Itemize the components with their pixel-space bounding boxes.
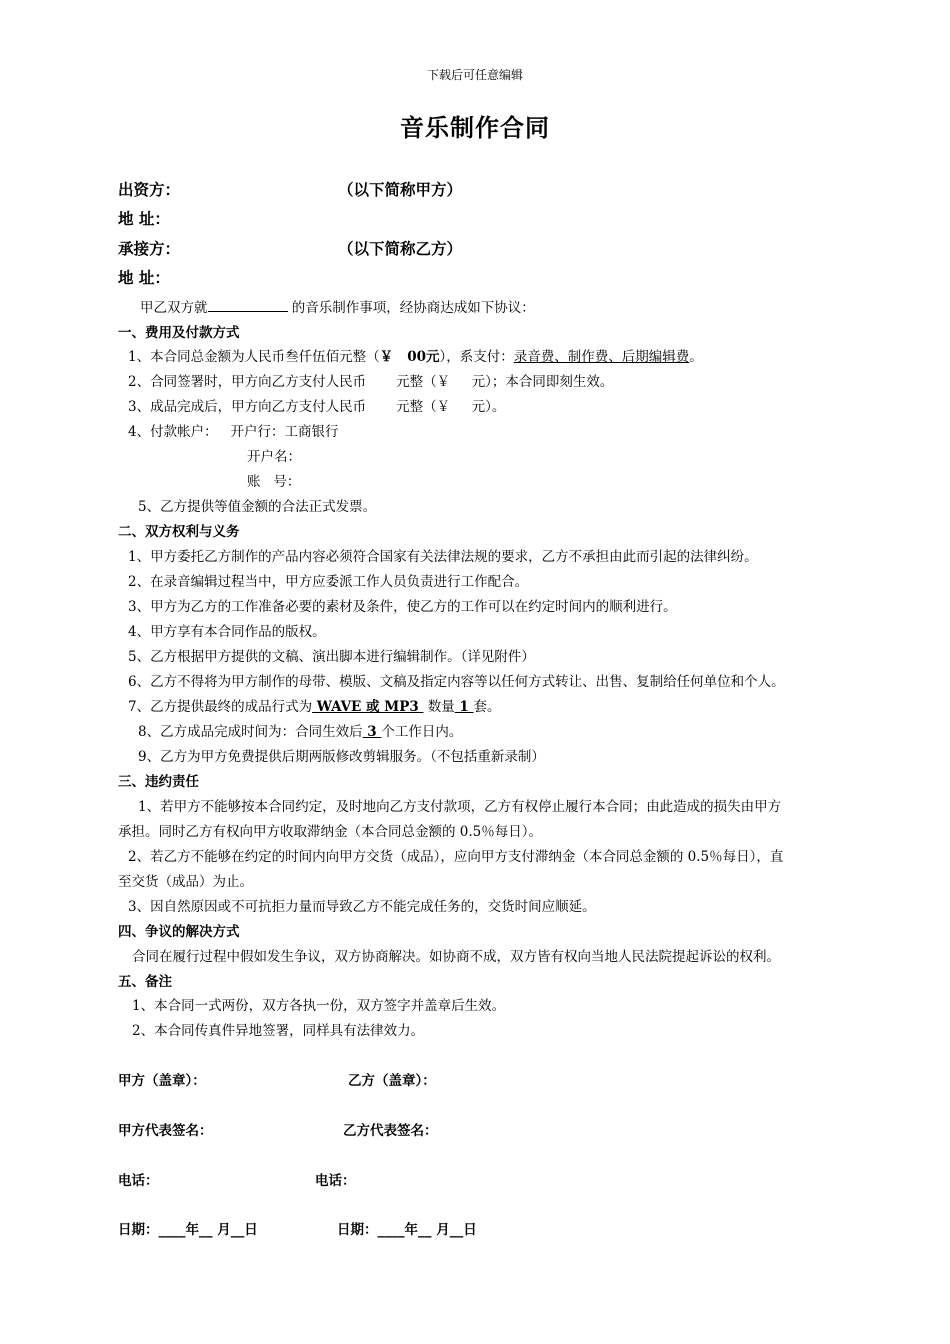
s2-item-8: [138, 720, 462, 740]
s2-item-8-text: 8、乙方成品完成时间为：合同生效后: [138, 724, 363, 740]
s2-item-6: 6、乙方不得将为甲方制作的母带、模版、文稿及指定内容等以任何方式转让、出售、复制给任何单位和个人。: [128, 674, 785, 690]
section-4-title: 四、争议的解决方式: [118, 924, 240, 940]
s2-item-7-format: WAVE 或 MP3: [312, 699, 424, 715]
section-3-title: 三、违约责任: [118, 774, 199, 790]
intro-line: [140, 296, 535, 316]
s2-item-4: 4、甲方享有本合同作品的版权。: [128, 624, 326, 640]
party-b-phone: 电话：: [315, 1173, 356, 1189]
section-1-title: 一、费用及付款方式: [118, 325, 240, 341]
party-a-date: 日期：____年__ 月__日: [118, 1222, 258, 1238]
s3-item-1-line-2: 承担。同时乙方有权向甲方收取滞纳金（本合同总金额的 0.5％每日）。: [118, 824, 543, 840]
party-a-representative: 甲方代表签名：: [118, 1123, 213, 1139]
s2-item-7-qty: 1: [454, 699, 474, 715]
s2-item-5: 5、乙方根据甲方提供的文稿、演出脚本进行编辑制作。（详见附件）: [128, 649, 535, 665]
s2-item-7-text: 7、乙方提供最终的成品行式为: [128, 699, 313, 715]
s5-item-2: 2、本合同传真件异地签署，同样具有法律效力。: [132, 1023, 425, 1039]
page-header: 下载后可任意编辑: [426, 68, 523, 82]
s1-account-number: 账 号：: [247, 474, 301, 490]
section-2-title: 二、双方权利与义务: [118, 524, 240, 540]
party-b-seal: 乙方（盖章）：: [348, 1073, 436, 1089]
s3-item-2-line-2: 至交货（成品）为止。: [118, 874, 253, 890]
party-a-phone: 电话：: [118, 1173, 159, 1189]
s3-item-2-line-1: 2、若乙方不能够在约定的时间内向甲方交货（成品），应向甲方支付滞纳金（本合同总金额的 0.5％每日），直: [128, 849, 784, 865]
intro-prefix: 甲乙双方就: [140, 300, 208, 316]
s1-item-4: 4、付款帐户： 开户行：工商银行: [128, 424, 339, 440]
s1-item-1-fee-items: 录音费、制作费、后期编辑费: [513, 349, 690, 365]
s1-item-1-text: 1、本合同总金额为人民币叁仟伍佰元整（: [128, 349, 380, 365]
s2-item-2: 2、在录音编辑过程当中，甲方应委派工作人员负责进行工作配合。: [128, 574, 529, 590]
investor-label: 出资方：: [118, 180, 181, 199]
s1-item-5: 5、乙方提供等值金额的合法正式发票。: [138, 499, 377, 515]
s1-item-1: [128, 345, 703, 365]
party-b-representative: 乙方代表签名：: [343, 1123, 438, 1139]
section-5-title: 五、备注: [118, 974, 172, 990]
s2-item-1: 1、甲方委托乙方制作的产品内容必须符合国家有关法律法规的要求，乙方不承担由此而引起的法律纠纷。: [128, 549, 758, 565]
intro-suffix: 的音乐制作事项，经协商达成如下协议：: [287, 300, 535, 316]
s1-item-1-text-b: ），系支付：: [439, 349, 514, 365]
s1-account-name: 开户名：: [247, 449, 301, 465]
s4-text: 合同在履行过程中假如发生争议，双方协商解决。如协商不成，双方皆有权向当地人民法院提起诉讼的权利。: [132, 949, 780, 965]
party-a-seal: 甲方（盖章）：: [118, 1073, 206, 1089]
s2-item-8-unit: 个工作日内。: [381, 724, 463, 740]
s1-item-3: 3、成品完成后，甲方向乙方支付人民币 元整（￥ 元）。: [128, 399, 506, 415]
s3-item-3: 3、因自然原因或不可抗拒力量而导致乙方不能完成任务的，交货时间应顺延。: [128, 899, 596, 915]
contractor-alias: （以下简称乙方）: [338, 239, 463, 258]
investor-address-label: 地 址：: [118, 209, 170, 228]
s2-item-8-days: 3: [362, 724, 382, 740]
s2-item-7-qty-label: 数量: [423, 699, 455, 715]
s2-item-9: 9、乙方为甲方免费提供后期两版修改剪辑服务。（不包括重新录制）: [138, 749, 545, 765]
s5-item-1: 1、本合同一式两份，双方各执一份，双方签字并盖章后生效。: [132, 998, 506, 1014]
contractor-address-label: 地 址：: [118, 268, 170, 287]
s1-item-2: 2、合同签署时，甲方向乙方支付人民币 元整（￥ 元）；本合同即刻生效。: [128, 374, 614, 390]
party-b-date: 日期：____年__ 月__日: [337, 1222, 477, 1238]
s2-item-7: [128, 695, 501, 715]
investor-alias: （以下简称甲方）: [338, 180, 463, 199]
s1-item-1-amount: ￥ 00元: [379, 349, 440, 365]
s3-item-1-line-1: 1、若甲方不能够按本合同约定，及时地向乙方支付款项，乙方有权停止履行本合同；由此造成的损失由甲方: [138, 799, 782, 815]
contractor-label: 承接方：: [118, 239, 181, 258]
contract-title: 音乐制作合同: [400, 113, 550, 142]
s2-item-3: 3、甲方为乙方的工作准备必要的素材及条件，使乙方的工作可以在约定时间内的顺利进行。: [128, 599, 677, 615]
s1-item-1-end: 。: [689, 349, 703, 365]
s2-item-7-unit: 套。: [473, 699, 501, 715]
project-blank: [208, 299, 288, 312]
